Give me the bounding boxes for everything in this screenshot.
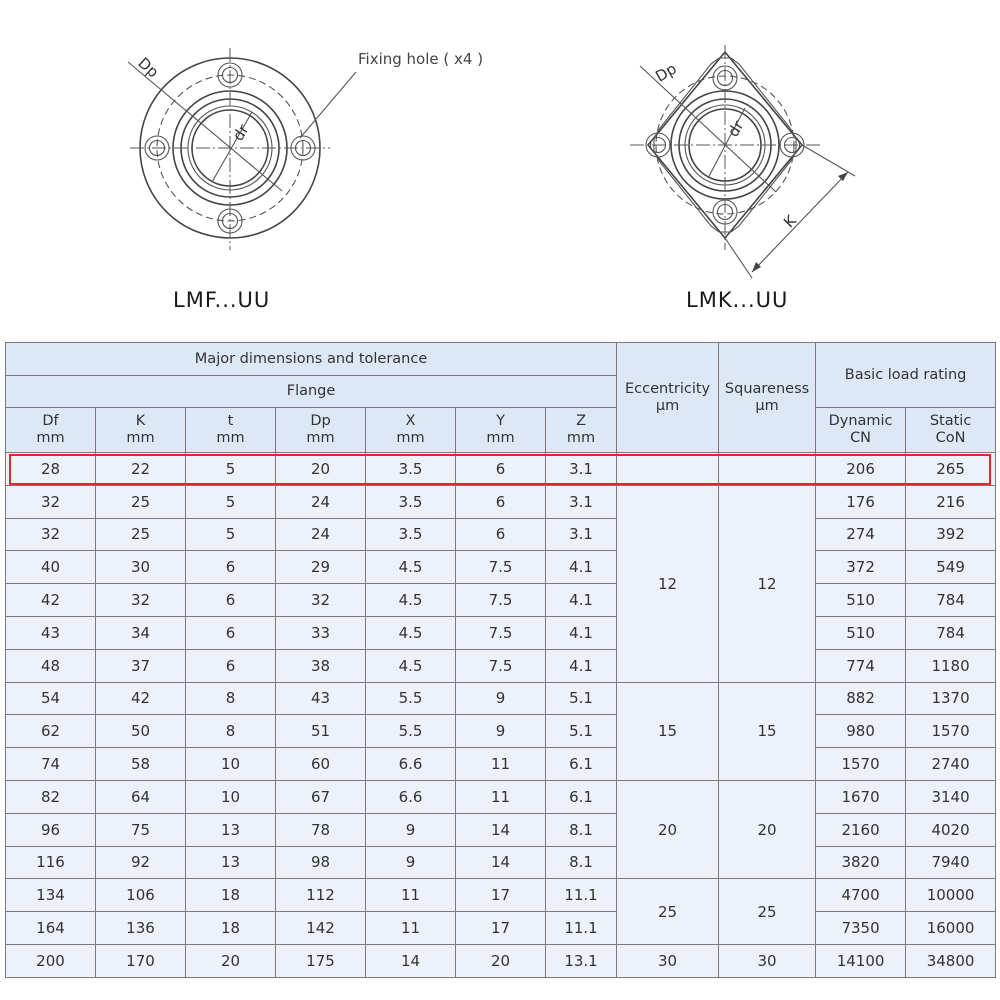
cell-x: 3.5 [366,453,456,486]
cell-y: 7.5 [456,649,546,682]
cell-df: 42 [6,584,96,617]
cell-x: 4.5 [366,649,456,682]
col-header-k [96,408,186,453]
cell-k: 22 [96,453,186,486]
cell-eccentricity [617,453,719,486]
cell-static: 1180 [906,649,996,682]
col-header-x [366,408,456,453]
cell-static: 549 [906,551,996,584]
cell-z: 11.1 [546,879,617,912]
cell-dp: 175 [276,944,366,977]
cell-k: 32 [96,584,186,617]
cell-eccentricity: 30 [617,944,719,977]
major-dimensions-header: Major dimensions and tolerance [6,343,617,376]
cell-dp: 98 [276,846,366,879]
cell-df: 74 [6,748,96,781]
table-row [6,879,996,912]
col-header-unit: mm [566,430,596,446]
cell-x: 6.6 [366,748,456,781]
col-header-name: Dynamic [828,413,893,429]
cell-static: 2740 [906,748,996,781]
cell-t: 5 [186,453,276,486]
cell-y: 7.5 [456,584,546,617]
table-row [6,485,996,518]
table-row [6,748,996,781]
cell-dp: 29 [276,551,366,584]
cell-z: 6.1 [546,748,617,781]
cell-dp: 24 [276,518,366,551]
cell-z: 8.1 [546,813,617,846]
cell-static: 392 [906,518,996,551]
table-row [6,518,996,551]
cell-df: 164 [6,912,96,945]
cell-squareness: 12 [719,485,816,682]
cell-t: 13 [186,813,276,846]
cell-df: 200 [6,944,96,977]
col-header-name: Df [42,413,59,429]
cell-y: 6 [456,453,546,486]
cell-t: 6 [186,551,276,584]
cell-z: 3.1 [546,518,617,551]
cell-k: 37 [96,649,186,682]
cell-dynamic: 1570 [816,748,906,781]
cell-y: 7.5 [456,616,546,649]
cell-dynamic: 4700 [816,879,906,912]
cell-dynamic: 2160 [816,813,906,846]
cell-t: 18 [186,879,276,912]
col-header-name: Static [929,413,972,429]
flange-header: Flange [6,376,617,408]
eccentricity-unit: µm [655,397,680,414]
table-row [6,780,996,813]
cell-df: 54 [6,682,96,715]
eccentricity-label: Eccentricity [624,380,711,397]
col-header-z [546,408,617,453]
cell-k: 50 [96,715,186,748]
cell-y: 11 [456,780,546,813]
cell-y: 7.5 [456,551,546,584]
cell-dp: 20 [276,453,366,486]
cell-x: 5.5 [366,715,456,748]
cell-dynamic: 510 [816,616,906,649]
cell-df: 32 [6,518,96,551]
col-header-unit: mm [216,430,245,446]
k-label: K [780,211,800,232]
cell-eccentricity: 12 [617,485,719,682]
cell-t: 6 [186,649,276,682]
cell-dp: 60 [276,748,366,781]
specification-table [5,342,996,978]
cell-x: 6.6 [366,780,456,813]
cell-k: 136 [96,912,186,945]
col-header-dp [276,408,366,453]
col-header-unit: CoN [935,430,966,446]
cell-x: 11 [366,879,456,912]
table-row [6,846,996,879]
cell-t: 6 [186,616,276,649]
cell-static: 10000 [906,879,996,912]
cell-t: 5 [186,485,276,518]
cell-df: 40 [6,551,96,584]
dp-label-left: Dp [134,53,163,82]
cell-dp: 24 [276,485,366,518]
table-row [6,715,996,748]
cell-dp: 43 [276,682,366,715]
cell-x: 3.5 [366,518,456,551]
cell-y: 6 [456,518,546,551]
cell-z: 11.1 [546,912,617,945]
cell-df: 96 [6,813,96,846]
cell-x: 11 [366,912,456,945]
cell-t: 8 [186,715,276,748]
cell-static: 1370 [906,682,996,715]
cell-dynamic: 3820 [816,846,906,879]
cell-y: 14 [456,846,546,879]
cell-squareness: 30 [719,944,816,977]
load-rating-header: Basic load rating [816,343,996,408]
cell-dynamic: 176 [816,485,906,518]
cell-z: 3.1 [546,453,617,486]
dp-label-right: Dp [652,59,680,86]
table-row [6,649,996,682]
cell-z: 5.1 [546,682,617,715]
squareness-unit: µm [755,397,779,414]
cell-k: 34 [96,616,186,649]
cell-k: 30 [96,551,186,584]
col-header-name: Y [496,413,505,429]
cell-dp: 142 [276,912,366,945]
cell-t: 8 [186,682,276,715]
cell-x: 4.5 [366,584,456,617]
col-header-unit: mm [486,430,515,446]
dr-label-right: dr [723,117,748,141]
cell-squareness: 15 [719,682,816,780]
cell-y: 11 [456,748,546,781]
col-header-dynamic [816,408,906,453]
cell-dp: 33 [276,616,366,649]
cell-y: 9 [456,682,546,715]
cell-k: 75 [96,813,186,846]
table-row [6,682,996,715]
cell-y: 6 [456,485,546,518]
cell-df: 43 [6,616,96,649]
lmf-round-flange-drawing [128,48,356,250]
table-row [6,453,996,486]
cell-t: 6 [186,584,276,617]
cell-df: 48 [6,649,96,682]
cell-squareness: 20 [719,780,816,878]
cell-dynamic: 274 [816,518,906,551]
cell-static: 4020 [906,813,996,846]
cell-static: 16000 [906,912,996,945]
cell-dynamic: 510 [816,584,906,617]
cell-k: 25 [96,518,186,551]
cell-df: 28 [6,453,96,486]
cell-static: 1570 [906,715,996,748]
cell-y: 14 [456,813,546,846]
cell-static: 3140 [906,780,996,813]
col-header-y [456,408,546,453]
col-header-name: Dp [310,413,331,429]
cell-df: 82 [6,780,96,813]
cell-x: 9 [366,813,456,846]
cell-static: 265 [906,453,996,486]
col-header-unit: mm [396,430,425,446]
cell-x: 4.5 [366,616,456,649]
squareness-label: Squareness [724,380,810,397]
cell-static: 34800 [906,944,996,977]
col-header-df [6,408,96,453]
cell-dynamic: 14100 [816,944,906,977]
cell-k: 42 [96,682,186,715]
cell-dynamic: 980 [816,715,906,748]
cell-eccentricity: 15 [617,682,719,780]
cell-y: 17 [456,912,546,945]
cell-dp: 78 [276,813,366,846]
cell-eccentricity: 25 [617,879,719,945]
dr-label-left: dr [228,121,253,145]
table-row [6,912,996,945]
cell-dynamic: 774 [816,649,906,682]
col-header-name: t [227,413,234,429]
table-row [6,551,996,584]
cell-t: 10 [186,780,276,813]
cell-z: 6.1 [546,780,617,813]
table-row [6,944,996,977]
cell-x: 14 [366,944,456,977]
cell-k: 58 [96,748,186,781]
table-body [6,453,996,978]
cell-z: 8.1 [546,846,617,879]
lmf-caption: LMF...UU [173,288,271,312]
cell-x: 4.5 [366,551,456,584]
cell-df: 134 [6,879,96,912]
cell-k: 25 [96,485,186,518]
cell-dp: 38 [276,649,366,682]
cell-dynamic: 882 [816,682,906,715]
cell-z: 4.1 [546,551,617,584]
cell-static: 216 [906,485,996,518]
cell-z: 13.1 [546,944,617,977]
cell-t: 20 [186,944,276,977]
cell-z: 4.1 [546,584,617,617]
cell-k: 170 [96,944,186,977]
cell-eccentricity: 20 [617,780,719,878]
cell-z: 3.1 [546,485,617,518]
cell-t: 5 [186,518,276,551]
col-header-name: Z [576,413,586,429]
cell-squareness [719,453,816,486]
cell-x: 5.5 [366,682,456,715]
flange-drawings [0,0,1000,330]
squareness-header [719,343,816,453]
cell-z: 4.1 [546,649,617,682]
cell-k: 106 [96,879,186,912]
cell-dynamic: 7350 [816,912,906,945]
cell-dp: 32 [276,584,366,617]
cell-y: 17 [456,879,546,912]
cell-dynamic: 1670 [816,780,906,813]
cell-squareness: 25 [719,879,816,945]
col-header-name: X [405,413,416,429]
cell-static: 784 [906,584,996,617]
table-row [6,616,996,649]
cell-df: 116 [6,846,96,879]
fixing-hole-callout: Fixing hole ( x4 ) [358,50,484,68]
col-header-unit: mm [36,430,65,446]
cell-dp: 112 [276,879,366,912]
col-header-unit: mm [306,430,335,446]
cell-static: 784 [906,616,996,649]
cell-x: 9 [366,846,456,879]
cell-t: 18 [186,912,276,945]
col-header-static [906,408,996,453]
lmk-caption: LMK...UU [686,288,789,312]
cell-dp: 51 [276,715,366,748]
cell-dp: 67 [276,780,366,813]
cell-dynamic: 206 [816,453,906,486]
col-header-unit: CN [850,430,872,446]
cell-t: 10 [186,748,276,781]
cell-dynamic: 372 [816,551,906,584]
cell-k: 64 [96,780,186,813]
eccentricity-header [617,343,719,453]
cell-k: 92 [96,846,186,879]
table-row [6,813,996,846]
cell-y: 20 [456,944,546,977]
cell-y: 9 [456,715,546,748]
cell-t: 13 [186,846,276,879]
column-header-row [6,408,996,453]
table-header [6,343,996,453]
col-header-name: K [135,413,146,429]
cell-x: 3.5 [366,485,456,518]
col-header-unit: mm [126,430,155,446]
cell-z: 4.1 [546,616,617,649]
col-header-t [186,408,276,453]
cell-z: 5.1 [546,715,617,748]
cell-static: 7940 [906,846,996,879]
cell-df: 32 [6,485,96,518]
cell-df: 62 [6,715,96,748]
table-row [6,584,996,617]
